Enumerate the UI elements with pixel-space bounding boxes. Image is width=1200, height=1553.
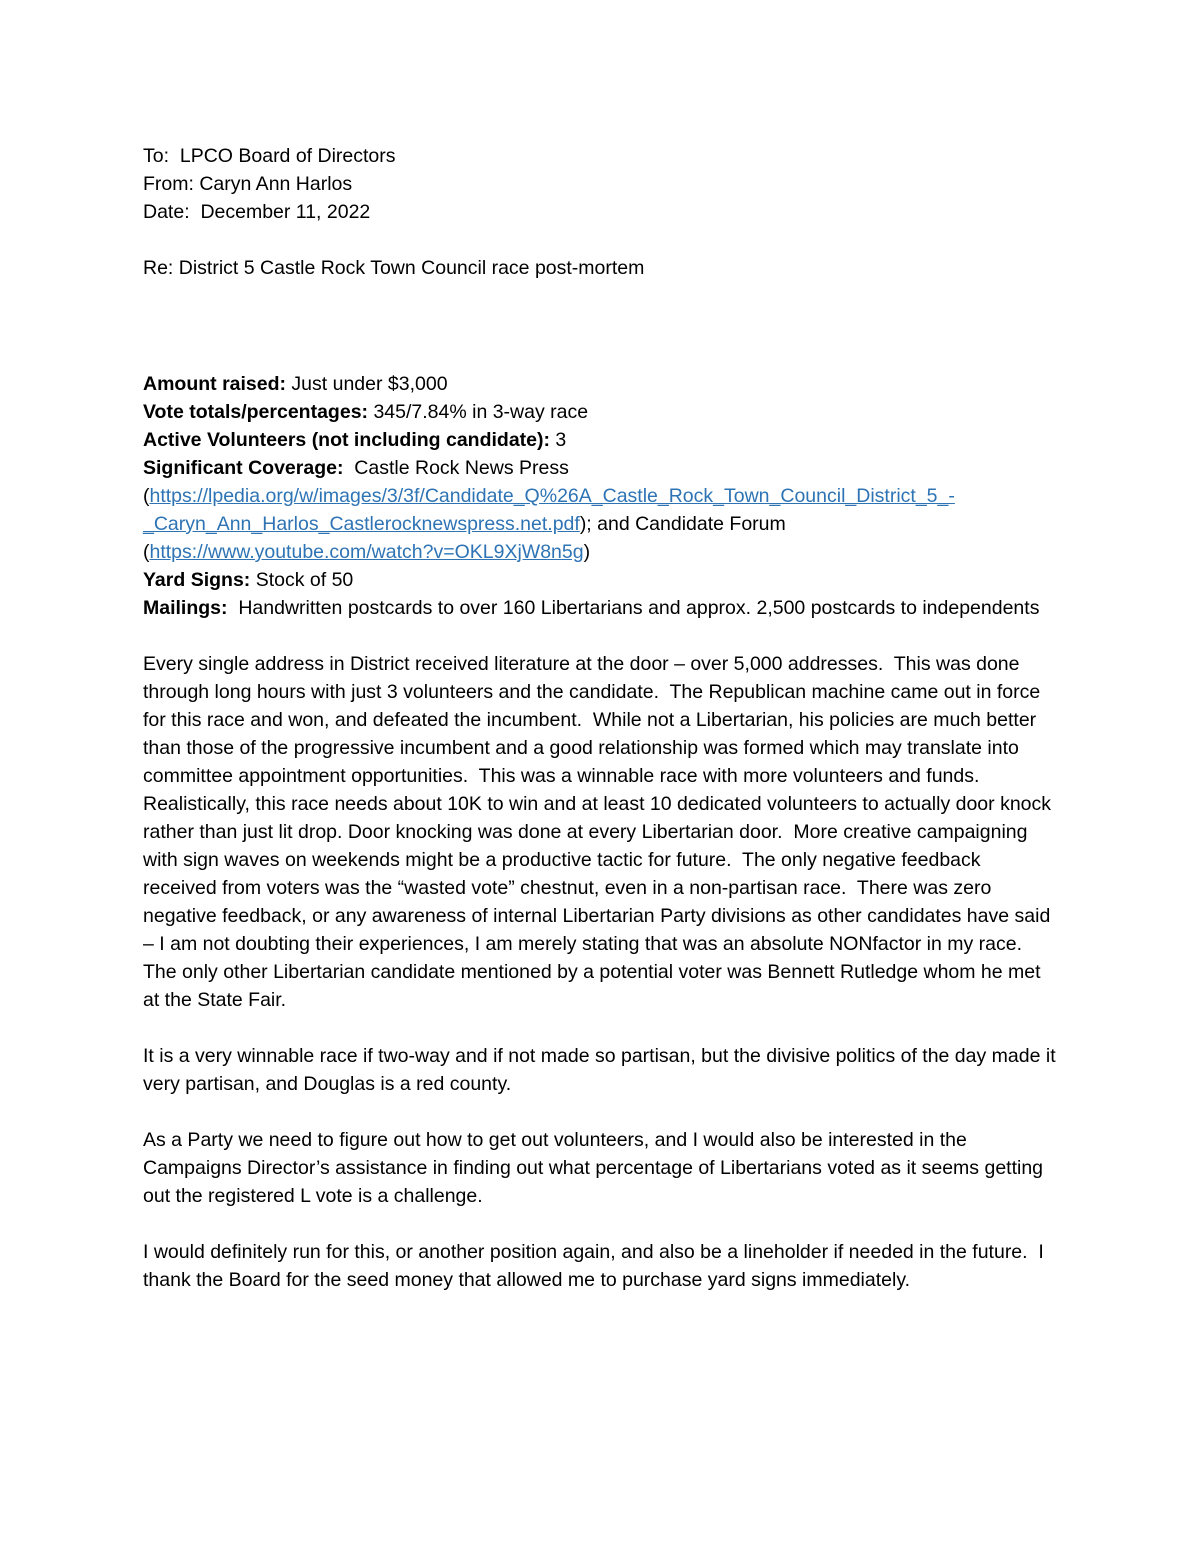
from-line: From: Caryn Ann Harlos — [143, 173, 353, 195]
amount-raised-line — [143, 370, 1057, 398]
amount-raised-label: Amount raised: — [143, 373, 287, 395]
mailings-label: Mailings: — [143, 597, 228, 619]
amount-raised-value: Just under $3,000 — [286, 373, 448, 395]
body-paragraph-3: As a Party we need to figure out how to get out volunteers, and I would also be interested in the Campaigns Director’s assistance in finding out what percentage of Libertarians voted as it seems getting out the registered L vote is a challenge. — [143, 1129, 1049, 1207]
summary-section — [143, 370, 1057, 622]
active-volunteers-value: 3 — [550, 429, 567, 451]
body-paragraph-2: It is a very winnable race if two-way and if not made so partisan, but the divisive politics of the day made it very partisan, and Douglas is a red county. — [143, 1045, 1062, 1095]
significant-coverage-value: Castle Rock News Press — [343, 457, 575, 479]
mailings-line — [143, 594, 1057, 622]
mailings-value: Handwritten postcards to over 160 Libertarians and approx. 2,500 postcards to independents — [227, 597, 1040, 619]
significant-coverage-label: Significant Coverage: — [143, 457, 344, 479]
significant-coverage-line — [143, 454, 1057, 566]
coverage-mid-text: ); and Candidate Forum — [579, 513, 792, 535]
body-paragraph-4: I would definitely run for this, or another position again, and also be a lineholder if needed in the future. I thank the Board for the seed money that allowed me to purchase yard signs immediately. — [143, 1241, 1050, 1291]
yard-signs-line — [143, 566, 1057, 594]
active-volunteers-line — [143, 426, 1057, 454]
date-line: Date: December 11, 2022 — [143, 201, 371, 223]
yard-signs-label: Yard Signs: — [143, 569, 251, 591]
subject-line: Re: District 5 Castle Rock Town Council race post-mortem — [143, 257, 645, 279]
coverage-close-paren: ) — [583, 541, 591, 563]
youtube-link[interactable]: https://www.youtube.com/watch?v=OKL9XjW8n5g — [149, 541, 584, 563]
memo-header — [143, 142, 1057, 226]
body-paragraph-1: Every single address in District received literature at the door – over 5,000 addresses. This was done through long hours with just 3 volunteers and the candidate. The Republican machine came out in force for this race and won, and defeated the incumbent. While not a Libertarian, his policies are much better than those of the progressive incumbent and a good relationship was formed which may translate into committee appointment opportunities. This was a winnable race with more volunteers and funds. Realistically, this race needs about 10K to win and at least 10 dedicated volunteers to actually door knock rather than just lit drop. Door knocking was done at every Libertarian door. More creative campaigning with sign waves on weekends might be a productive tactic for future. The only negative feedback received from voters was the “wasted vote” chestnut, even in a non-partisan race. There was zero negative feedback, or any awareness of internal Libertarian Party divisions as other candidates have said – I am not doubting their experiences, I am merely stating that was an absolute NONfactor in my race. The only other Libertarian candidate mentioned by a potential voter was Bennett Rutledge whom he met at the State Fair. — [143, 653, 1057, 1011]
lpedia-link-open-paren: ( — [143, 485, 150, 507]
vote-totals-label: Vote totals/percentages: — [143, 401, 369, 423]
vote-totals-value: 345/7.84% in 3-way race — [368, 401, 589, 423]
to-line: To: LPCO Board of Directors — [143, 145, 396, 167]
youtube-link-open-paren: ( — [143, 541, 150, 563]
vote-totals-line — [143, 398, 1057, 426]
active-volunteers-label: Active Volunteers (not including candidate): — [143, 429, 551, 451]
lpedia-pdf-link[interactable]: https://lpedia.org/w/images/3/3f/Candidate_Q%26A_Castle_Rock_Town_Council_District_5_-_Caryn_Ann_Harlos_Castlerocknewspress.net.pdf — [143, 485, 955, 535]
yard-signs-value: Stock of 50 — [250, 569, 354, 591]
